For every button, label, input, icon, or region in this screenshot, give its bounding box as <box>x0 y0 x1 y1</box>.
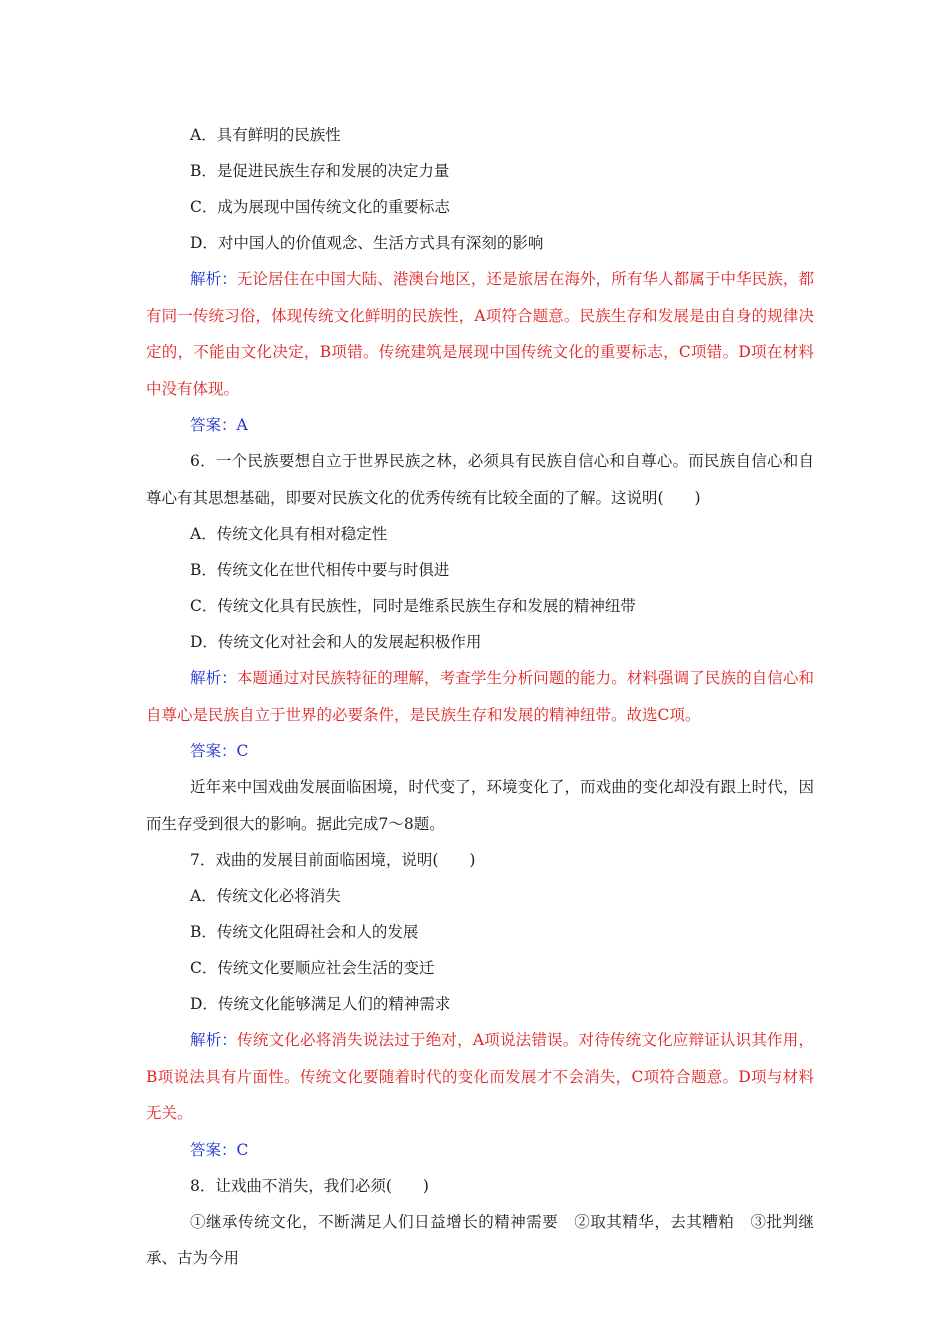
q5-option-a: A．具有鲜明的民族性 <box>190 126 341 144</box>
q6-option-d: D．传统文化对社会和人的发展起积极作用 <box>190 633 482 651</box>
q6-stem: 6．一个民族要想自立于世界民族之林，必须具有民族自信心和自尊心。而民族自信心和自尊心有其思想基础，即要对民族文化的优秀传统有比较全面的了解。这说明( ) <box>146 452 814 507</box>
q7-answer: 答案：C <box>190 1140 249 1159</box>
q7-stem: 7．戏曲的发展目前面临困境，说明( ) <box>190 851 476 869</box>
q6-option-a: A．传统文化具有相对稳定性 <box>190 525 388 543</box>
q6-analysis <box>146 660 814 733</box>
q5-analysis <box>146 261 814 407</box>
material-text: 近年来中国戏曲发展面临困境，时代变了，环境变化了，而戏曲的变化却没有跟上时代，因而生存受到很大的影响。据此完成7～8题。 <box>146 778 814 833</box>
q7-analysis-text: 传统文化必将消失说法过于绝对，A项说法错误。对待传统文化应辩证认识其作用，B项说法具有片面性。传统文化要随着时代的变化而发展才不会消失，C项符合题意。D项与材料无关。 <box>146 1031 814 1122</box>
q5-option-c: C．成为展现中国传统文化的重要标志 <box>190 198 450 216</box>
q6-analysis-label: 解析： <box>190 669 237 687</box>
q7-analysis-label: 解析： <box>190 1031 238 1049</box>
q8-statements: ①继承传统文化，不断满足人们日益增长的精神需要 ②取其精华，去其糟粕 ③批判继承、古为今用 <box>146 1212 814 1267</box>
q8-stem: 8．让戏曲不消失，我们必须( ) <box>190 1176 429 1195</box>
q6-analysis-text: 本题通过对民族特征的理解，考查学生分析问题的能力。材料强调了民族的自信心和自尊心是民族自立于世界的必要条件，是民族生存和发展的精神纽带。故选C项。 <box>146 669 814 724</box>
q7-analysis <box>146 1022 814 1132</box>
q5-option-b: B．是促进民族生存和发展的决定力量 <box>190 162 450 180</box>
q6-option-c: C．传统文化具有民族性，同时是维系民族生存和发展的精神纽带 <box>190 597 636 615</box>
q6-option-b: B．传统文化在世代相传中要与时俱进 <box>190 561 450 579</box>
q7-option-a: A．传统文化必将消失 <box>190 887 341 905</box>
document-page <box>146 117 814 1277</box>
q5-analysis-text: 无论居住在中国大陆、港澳台地区，还是旅居在海外，所有华人都属于中华民族，都有同一传统习俗，体现传统文化鲜明的民族性，A项符合题意。民族生存和发展是由自身的规律决定的，不能由文化决定，B项错。传统建筑是展现中国传统文化的重要标志，C项错。D项在材料中没有体现。 <box>146 270 814 398</box>
q5-analysis-label: 解析： <box>190 270 237 288</box>
q6-answer: 答案：C <box>190 742 249 760</box>
q7-option-d: D．传统文化能够满足人们的精神需求 <box>190 995 451 1013</box>
q7-option-b: B．传统文化阻碍社会和人的发展 <box>190 923 419 941</box>
q7-option-c: C．传统文化要顺应社会生活的变迁 <box>190 959 435 977</box>
q5-answer: 答案：A <box>190 416 248 434</box>
q5-option-d: D．对中国人的价值观念、生活方式具有深刻的影响 <box>190 234 544 252</box>
